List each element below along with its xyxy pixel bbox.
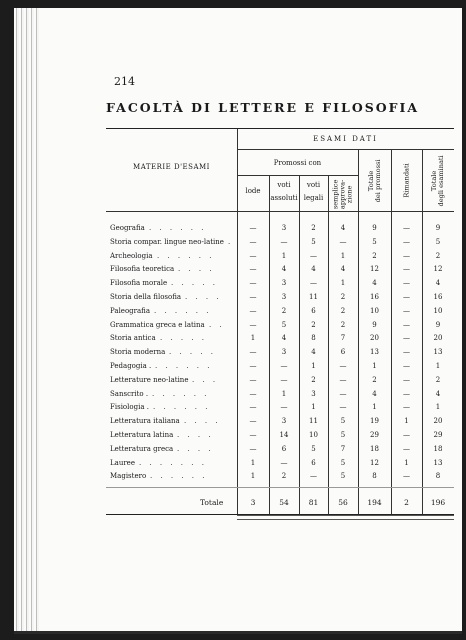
subject-name: Letteratura latina: [110, 431, 174, 439]
cell-totale-promossi: 2: [372, 251, 377, 260]
cell-totale-promossi: 29: [370, 431, 379, 439]
cell-totale-promossi: 16: [370, 293, 379, 301]
cell-semplice: —: [339, 237, 347, 246]
cell-legali: 8: [311, 334, 316, 343]
cell-lode: 1: [250, 472, 256, 481]
leader-dots: . . . . .: [171, 279, 219, 288]
cell-assoluti: 1: [281, 251, 287, 260]
subject-name: Paleografia: [110, 306, 151, 315]
cell-assoluti: —: [280, 403, 288, 412]
cell-lode: —: [249, 265, 257, 274]
cell-assoluti: 5: [281, 320, 287, 329]
leader-dots: . .: [209, 320, 225, 329]
cell-assoluti: 3: [281, 224, 287, 232]
cell-rimandati: —: [403, 334, 410, 343]
subject-name: Storia antica: [110, 334, 156, 343]
cell-semplice: 2: [340, 320, 346, 329]
cell-legali: 1: [311, 362, 316, 370]
cell-totale-promossi: 12: [370, 265, 379, 274]
binding-gutter: [14, 8, 40, 634]
cell-totale-esaminati: 20: [433, 334, 443, 343]
cell-rimandati: —: [403, 472, 410, 481]
cell-rimandati: —: [403, 389, 410, 398]
cell-semplice: 4: [340, 224, 346, 232]
cell-assoluti: —: [280, 458, 288, 467]
exam-table: [106, 128, 454, 515]
cell-legali: 2: [311, 224, 316, 232]
cell-lode: —: [249, 320, 257, 329]
cell-assoluti: 6: [281, 444, 287, 453]
voti-legali-header: [299, 181, 328, 203]
semplice-line2: approva-: [338, 179, 347, 210]
subject-name: Filosofia morale: [110, 279, 168, 288]
total-semplice: 56: [338, 498, 348, 507]
cell-semplice: 2: [340, 293, 346, 301]
subject-name: Letteratura italiana: [110, 417, 180, 426]
totals-rule: [106, 487, 454, 488]
subject-name: Lauree: [110, 458, 135, 467]
cell-totale-promossi: 2: [372, 375, 377, 384]
cell-assoluti: —: [280, 375, 288, 384]
page-title: FACOLTÀ DI LETTERE E FILOSOFIA: [106, 100, 420, 115]
cell-semplice: 4: [340, 265, 346, 274]
totale-esaminati-header: [431, 149, 445, 213]
cell-semplice: 5: [340, 472, 346, 481]
voti-legali-line2: legali: [303, 193, 324, 202]
voti-assoluti-line1: voti: [277, 181, 291, 189]
cell-lode: —: [249, 431, 257, 439]
header-rule: [106, 211, 454, 212]
cell-legali: —: [310, 472, 317, 481]
totale-esaminati-line2: degli esaminati: [437, 155, 445, 207]
leader-dots: . . . . . .: [155, 362, 213, 370]
cell-lode: —: [249, 224, 257, 232]
lode-header: lode: [245, 187, 261, 195]
table-row: [106, 470, 454, 486]
total-rimandati: 2: [404, 498, 409, 507]
cell-rimandati: —: [403, 348, 410, 357]
cell-rimandati: 1: [404, 417, 409, 426]
page-bottom-edge: [14, 631, 462, 634]
total-lode: 3: [250, 498, 256, 507]
cell-totale-promossi: 4: [372, 279, 377, 288]
total-esaminati: 196: [430, 498, 446, 507]
cell-totale-esaminati: 2: [435, 251, 441, 260]
cell-assoluti: 2: [281, 306, 287, 315]
cell-semplice: 5: [340, 431, 346, 439]
subject-name: Storia della filosofia: [110, 293, 182, 301]
cell-assoluti: 1: [281, 389, 287, 398]
subject-name: Magistero: [110, 472, 147, 481]
total-assoluti: 54: [279, 498, 289, 507]
cell-rimandati: —: [403, 444, 410, 453]
cell-legali: 10: [309, 431, 318, 439]
leader-dots: . . . . . .: [152, 389, 210, 398]
cell-totale-esaminati: 20: [433, 417, 443, 426]
cell-assoluti: 14: [279, 431, 289, 439]
cell-lode: —: [249, 444, 257, 453]
cell-lode: —: [249, 279, 257, 288]
cell-legali: 5: [311, 444, 316, 453]
cell-assoluti: 2: [281, 472, 287, 481]
cell-legali: 11: [309, 293, 318, 301]
subject-name: Storia compar. lingue neo-latine: [110, 237, 224, 246]
cell-lode: —: [249, 306, 257, 315]
cell-assoluti: 3: [281, 417, 287, 426]
leader-dots: . . . .: [177, 431, 214, 439]
cell-lode: —: [249, 348, 257, 357]
cell-lode: —: [249, 403, 257, 412]
cell-totale-promossi: 10: [370, 306, 379, 315]
cell-legali: 5: [311, 237, 316, 246]
leader-dots: . . . .: [185, 293, 222, 301]
voti-assoluti-header: [269, 181, 299, 203]
cell-semplice: 1: [340, 279, 346, 288]
cell-legali: 4: [311, 265, 316, 274]
cell-semplice: 2: [340, 306, 346, 315]
totale-esaminati-line1: Totale: [430, 170, 439, 192]
rimandati-header: Rimandati: [402, 163, 411, 198]
cell-semplice: 7: [340, 444, 346, 453]
subject-name: Pedagogia .: [110, 362, 152, 370]
cell-totale-promossi: 5: [372, 237, 377, 246]
cell-totale-promossi: 1: [372, 362, 377, 370]
cell-totale-esaminati: 12: [433, 265, 443, 274]
cell-totale-esaminati: 2: [435, 375, 441, 384]
leader-dots: .: [228, 237, 234, 246]
leader-dots: . . . . . . .: [139, 458, 207, 467]
leader-dots: . . . .: [184, 417, 221, 426]
cell-totale-promossi: 9: [372, 224, 377, 232]
cell-totale-promossi: 4: [372, 389, 377, 398]
cell-legali: 4: [311, 348, 316, 357]
promossi-header: Promossi con: [273, 159, 322, 167]
cell-totale-promossi: 13: [370, 348, 379, 357]
cell-totale-esaminati: 4: [435, 279, 441, 288]
leader-dots: . . . . . .: [154, 306, 212, 315]
cell-totale-esaminati: 13: [433, 458, 443, 467]
cell-legali: 6: [311, 306, 316, 315]
cell-lode: 1: [250, 458, 256, 467]
header-rule: [237, 149, 454, 150]
cell-legali: 2: [311, 375, 316, 384]
cell-totale-esaminati: 9: [435, 224, 441, 232]
subject-column-header: MATERIE D'ESAMI: [133, 163, 210, 171]
cell-legali: 11: [309, 417, 318, 426]
cell-rimandati: —: [403, 279, 410, 288]
cell-lode: —: [249, 389, 257, 398]
cell-semplice: 6: [340, 348, 346, 357]
cell-rimandati: —: [403, 306, 410, 315]
subject-name: Letteratura greca: [110, 444, 174, 453]
cell-totale-esaminati: 4: [435, 389, 441, 398]
voti-legali-line1: voti: [306, 181, 321, 189]
cell-totale-promossi: 1: [372, 403, 377, 412]
subject-name: Sanscrito .: [110, 389, 149, 398]
cell-legali: —: [310, 279, 317, 288]
double-rule: [237, 515, 454, 520]
total-legali: 81: [308, 498, 319, 507]
subject-name: Filosofia teoretica: [110, 265, 175, 274]
cell-lode: —: [249, 417, 257, 426]
leader-dots: . . . . . .: [157, 251, 215, 260]
cell-assoluti: 3: [281, 279, 287, 288]
cell-semplice: —: [339, 403, 347, 412]
cell-legali: —: [310, 251, 317, 260]
semplice-approvazione-header: [333, 164, 354, 224]
cell-lode: 1: [250, 334, 256, 343]
cell-rimandati: —: [403, 237, 410, 246]
cell-rimandati: —: [403, 224, 410, 232]
cell-semplice: —: [339, 362, 347, 370]
cell-lode: —: [249, 237, 257, 246]
semplice-line3: zione: [345, 185, 354, 204]
totale-promossi-line1: Totale: [367, 170, 376, 192]
cell-totale-promossi: 18: [370, 444, 379, 453]
totale-promossi-header: [368, 150, 382, 212]
cell-rimandati: —: [403, 403, 410, 412]
leader-dots: . . . .: [178, 265, 215, 274]
cell-semplice: —: [339, 375, 347, 384]
cell-assoluti: 4: [281, 334, 287, 343]
leader-dots: . . . . . .: [150, 472, 208, 481]
cell-legali: 3: [311, 389, 316, 398]
subject-name: Archeologia: [110, 251, 153, 260]
cell-totale-esaminati: 13: [433, 348, 443, 357]
cell-semplice: 1: [340, 251, 346, 260]
cell-totale-promossi: 12: [370, 458, 379, 467]
cell-totale-esaminati: 10: [433, 306, 443, 315]
semplice-line1: semplice: [331, 179, 340, 210]
leader-dots: . . . . . .: [153, 403, 211, 412]
cell-legali: 6: [311, 458, 316, 467]
cell-totale-esaminati: 29: [433, 431, 443, 439]
cell-assoluti: —: [280, 237, 288, 246]
subject-name: Geografia: [110, 224, 145, 232]
total-promossi: 194: [367, 498, 382, 507]
cell-legali: 1: [311, 403, 316, 412]
cell-totale-esaminati: 1: [435, 362, 441, 370]
cell-assoluti: 4: [281, 265, 287, 274]
cell-totale-esaminati: 1: [435, 403, 441, 412]
cell-totale-promossi: 8: [372, 472, 377, 481]
cell-rimandati: 1: [404, 458, 409, 467]
leader-dots: . . . . .: [169, 348, 217, 357]
cell-lode: —: [249, 293, 257, 301]
cell-totale-promossi: 19: [370, 417, 379, 426]
cell-rimandati: —: [403, 320, 410, 329]
totale-promossi-line2: dei promossi: [374, 159, 382, 203]
subject-name: Fisiologia .: [110, 403, 149, 412]
cell-totale-esaminati: 18: [433, 444, 443, 453]
leader-dots: . . .: [192, 375, 219, 384]
cell-totale-esaminati: 9: [435, 320, 441, 329]
cell-totale-esaminati: 16: [433, 293, 443, 301]
cell-assoluti: 3: [281, 348, 287, 357]
cell-lode: —: [249, 362, 257, 370]
cell-legali: 2: [311, 320, 316, 329]
subject-name: Storia moderna: [110, 348, 166, 357]
cell-rimandati: —: [403, 375, 410, 384]
cell-totale-esaminati: 5: [435, 237, 441, 246]
cell-semplice: 5: [340, 458, 346, 467]
cell-totale-promossi: 20: [370, 334, 379, 343]
cell-assoluti: 3: [281, 293, 287, 301]
scanned-page: [14, 8, 462, 634]
subject-name: Letterature neo-latine: [110, 375, 189, 384]
page-number: 214: [114, 75, 135, 88]
subject-name: Grammatica greca e latina: [110, 320, 205, 329]
cell-rimandati: —: [403, 251, 410, 260]
leader-dots: . . . . . .: [149, 224, 207, 232]
cell-lode: —: [249, 251, 257, 260]
cell-semplice: —: [339, 389, 347, 398]
cell-semplice: 5: [340, 417, 346, 426]
cell-rimandati: —: [403, 431, 410, 439]
totals-label: Totale: [200, 498, 224, 507]
cell-rimandati: —: [403, 265, 410, 274]
cell-totale-esaminati: 8: [435, 472, 441, 481]
cell-rimandati: —: [403, 362, 410, 370]
voti-assoluti-line2: assoluti: [270, 193, 298, 202]
leader-dots: . . . . .: [160, 334, 208, 343]
leader-dots: . . . .: [177, 444, 214, 453]
cell-rimandati: —: [403, 293, 410, 301]
cell-semplice: 7: [340, 334, 346, 343]
cell-totale-promossi: 9: [372, 320, 377, 329]
cell-assoluti: —: [280, 362, 288, 370]
cell-lode: —: [249, 375, 257, 384]
group-header: ESAMI DATI: [313, 135, 378, 143]
